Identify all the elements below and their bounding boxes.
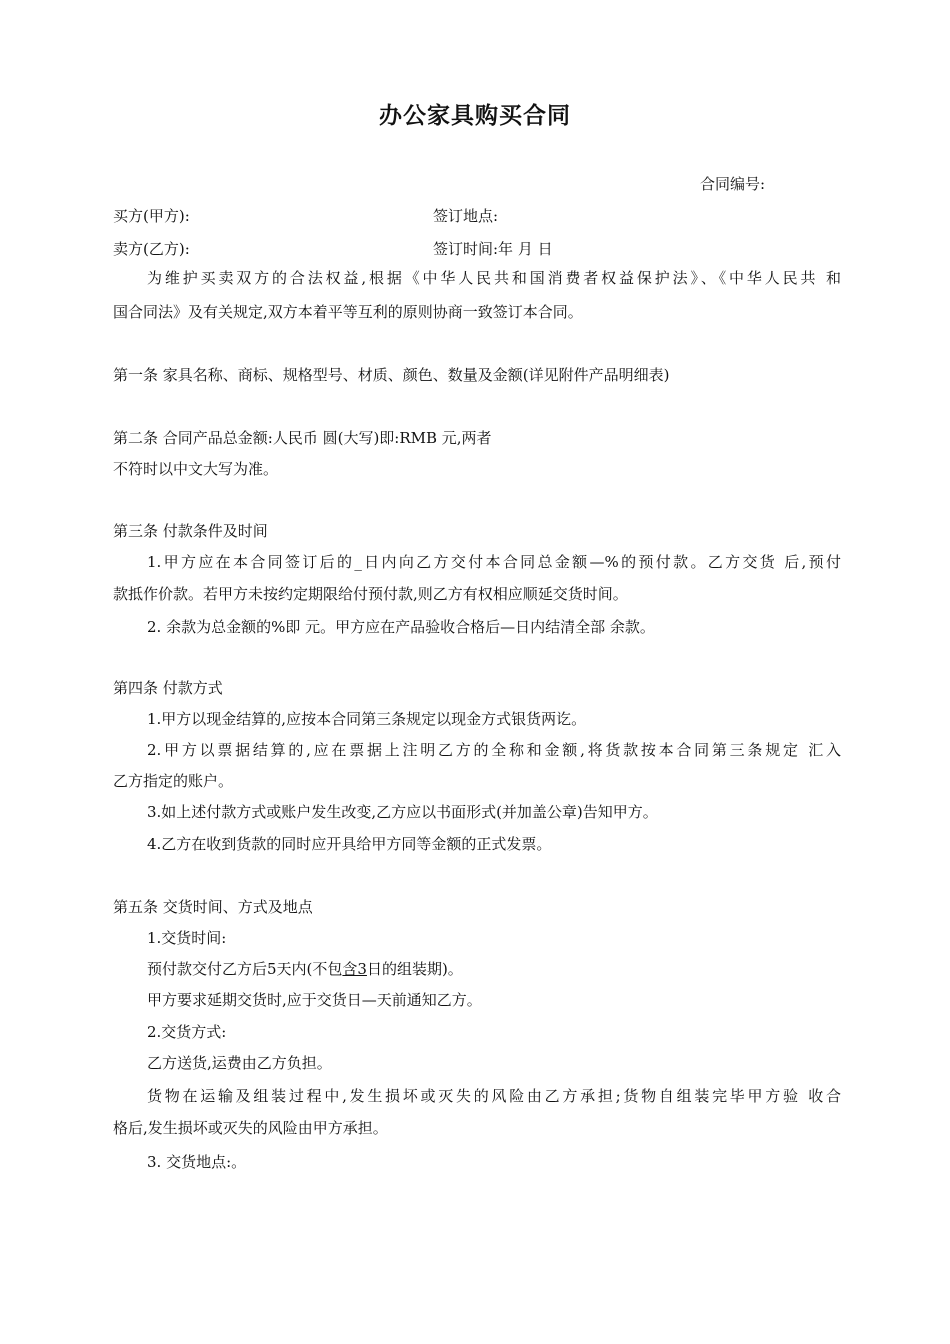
delivery-time-text-b: 日的组装期)。 bbox=[366, 960, 463, 978]
article-2-line-1: 第二条 合同产品总金额:人民币 圆(大写)即:RMB 元,两者 bbox=[113, 429, 492, 447]
article-2-line-2: 不符时以中文大写为准。 bbox=[113, 460, 279, 478]
article-5-item-3: 3. 交货地点:。 bbox=[147, 1153, 247, 1171]
article-4-item-2-line-1: 2.甲方以票据结算的,应在票据上注明乙方的全称和金额,将货款按本合同第三条规定 汇入 bbox=[147, 741, 841, 759]
article-3-item-2: 2. 余款为总金额的%即 元。甲方应在产品验收合格后—日内结清全部 余款。 bbox=[147, 618, 655, 636]
contract-number-label: 合同编号: bbox=[699, 175, 765, 193]
preamble-line-1: 为维护买卖双方的合法权益,根据《中华人民共和国消费者权益保护法》、《中华人民共 和 bbox=[147, 269, 841, 287]
sign-time-label: 签订时间:年 月 日 bbox=[433, 240, 553, 258]
article-4-heading: 第四条 付款方式 bbox=[113, 679, 223, 697]
document-title: 办公家具购买合同 bbox=[379, 103, 571, 129]
article-4-item-3: 3.如上述付款方式或账户发生改变,乙方应以书面形式(并加盖公章)告知甲方。 bbox=[147, 803, 658, 821]
article-3-heading: 第三条 付款条件及时间 bbox=[113, 522, 268, 540]
seller-label: 卖方(乙方): bbox=[113, 240, 190, 258]
article-5-item-2-text-2-line-2: 格后,发生损坏或灭失的风险由甲方承担。 bbox=[113, 1119, 388, 1137]
article-3-item-1-line-2: 款抵作价款。若甲方未按约定期限给付预付款,则乙方有权相应顺延交货时间。 bbox=[113, 585, 628, 603]
article-5-item-2-text-1: 乙方送货,运费由乙方负担。 bbox=[147, 1054, 332, 1072]
preamble-line-2: 国合同法》及有关规定,双方本着平等互利的原则协商一致签订本合同。 bbox=[113, 303, 583, 321]
article-4-item-2-line-2: 乙方指定的账户。 bbox=[113, 772, 234, 790]
article-5-item-1-text bbox=[147, 959, 463, 979]
article-4-item-1: 1.甲方以现金结算的,应按本合同第三条规定以现金方式银货两讫。 bbox=[147, 710, 587, 728]
article-5-item-2: 2.交货方式: bbox=[147, 1023, 227, 1041]
article-4-item-4: 4.乙方在收到货款的同时应开具给甲方同等金额的正式发票。 bbox=[147, 835, 552, 853]
article-5-item-2-text-2-line-1: 货物在运输及组装过程中,发生损坏或灭失的风险由乙方承担;货物自组装完毕甲方验 收合 bbox=[147, 1087, 841, 1105]
article-5-heading: 第五条 交货时间、方式及地点 bbox=[113, 898, 313, 916]
delivery-time-text-a: 预付款交付乙方后5天内(不包 bbox=[147, 960, 343, 978]
article-1: 第一条 家具名称、商标、规格型号、材质、颜色、数量及金额(详见附件产品明细表) bbox=[113, 366, 670, 384]
delivery-time-underlined: 含3 bbox=[342, 960, 367, 978]
article-3-item-1-line-1: 1.甲方应在本合同签订后的_日内向乙方交付本合同总金额—%的预付款。乙方交货 后,预付 bbox=[147, 553, 841, 571]
sign-place-label: 签订地点: bbox=[433, 207, 499, 225]
article-5-item-1: 1.交货时间: bbox=[147, 929, 227, 947]
article-5-item-1-text-2: 甲方要求延期交货时,应于交货日—天前通知乙方。 bbox=[147, 991, 482, 1009]
buyer-label: 买方(甲方): bbox=[113, 207, 190, 225]
